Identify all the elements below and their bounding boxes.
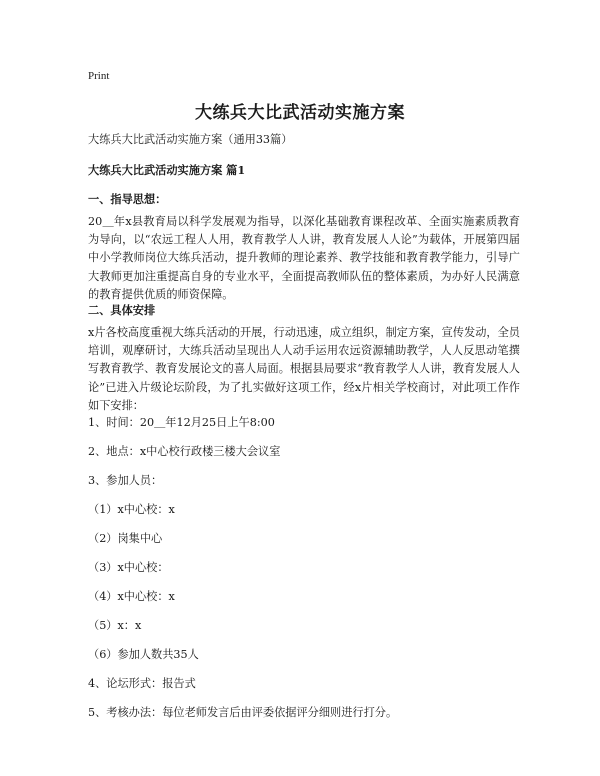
document-title: 大练兵大比武活动实施方案	[195, 103, 405, 123]
document-subtitle: 大练兵大比武活动实施方案（通用33篇）	[88, 133, 293, 146]
heading-specific-arrangement: 二、具体安排	[88, 303, 156, 317]
list-item-assessment: 5、考核办法：每位老师发言后由评委依据评分细则进行打分。	[88, 706, 398, 719]
list-item-participant-count: （6）参加人数共35人	[88, 648, 199, 661]
list-item-time: 1、时间：20＿年12月25日上午8:00	[88, 416, 275, 429]
list-item-participant-1: （1）x中心校：x	[88, 503, 175, 516]
list-item-participant-5: （5）x：x	[88, 619, 142, 632]
list-item-location: 2、地点：x中心校行政楼三楼大会议室	[88, 445, 281, 458]
list-item-participants: 3、参加人员：	[88, 474, 163, 487]
paragraph-specific-arrangement: x片各校高度重视大练兵活动的开展，行动迅速，成立组织，制定方案，宣传发动，全员培训，观摩研讨，大练兵活动呈现出人人动手运用农远资源辅助教学，人人反思动笔撰写教育教学、教育发展论文的喜人局面。根据县局要求“教育教学人人讲，教育发展人人论”已进入片级论坛阶段，为了扎实做好这项工作，经x片相关学校商讨，对此项工作作如下安排：	[88, 326, 520, 412]
heading-guiding-ideology: 一、指导思想：	[88, 192, 167, 206]
list-item-participant-3: （3）x中心校：	[88, 561, 169, 574]
list-item-participant-2: （2）岗集中心	[88, 532, 163, 545]
print-label: Print	[88, 70, 110, 82]
list-item-forum-format: 4、论坛形式：报告式	[88, 677, 196, 690]
paragraph-guiding-ideology: 20＿年x县教育局以科学发展观为指导，以深化基础教育课程改革、全面实施素质教育为导向，以“农远工程人人用，教育教学人人讲，教育发展人人论”为载体，开展第四届中小学教师岗位大练兵活动，提升教师的理论素养、教学技能和教育教学能力，引导广大教师更加注重提高自身的专业水平，全面提高教师队伍的整体素质，为办好人民满意的教育提供优质的师资保障。	[88, 215, 520, 301]
section-heading: 大练兵大比武活动实施方案 篇1	[88, 163, 246, 177]
list-item-participant-4: （4）x中心校：x	[88, 590, 175, 603]
